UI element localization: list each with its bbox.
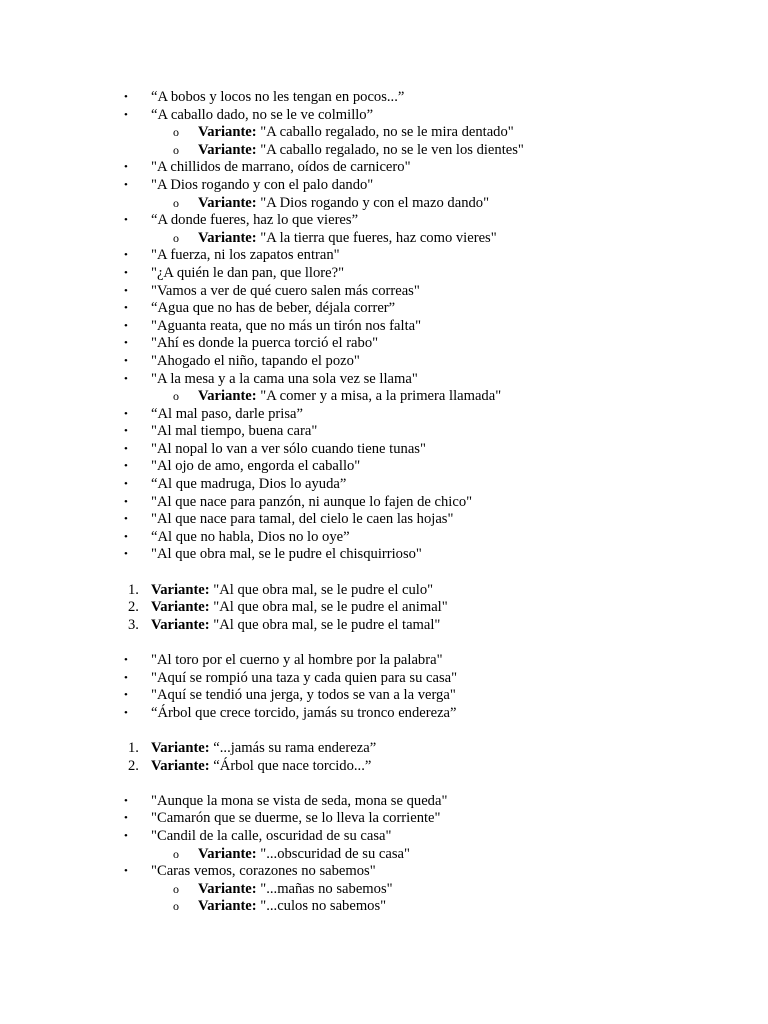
proverb-item — [0, 458, 768, 476]
proverb-item — [0, 441, 768, 459]
variant-value: "A caballo regalado, no se le mira dentado" — [260, 124, 514, 141]
bullet-icon: • — [124, 407, 128, 420]
proverb-line — [0, 863, 768, 881]
variant-value: "Al que obra mal, se le pudre el animal" — [213, 599, 448, 616]
spacer — [0, 722, 768, 740]
proverb-text: “A caballo dado, no se le ve colmillo” — [151, 106, 374, 123]
proverb-line — [0, 687, 768, 705]
variant-text — [151, 599, 448, 617]
proverb-line — [0, 828, 768, 846]
proverb-item — [0, 177, 768, 212]
list-number: 2. — [128, 599, 139, 616]
circle-bullet-icon: o — [173, 881, 179, 896]
proverb-line — [0, 159, 768, 177]
numbered-variant — [0, 582, 768, 600]
bullet-list — [0, 652, 768, 722]
numbered-variant — [0, 617, 768, 635]
bullet-list — [0, 89, 768, 564]
variant-value: "A Dios rogando y con el mazo dando" — [260, 194, 490, 211]
proverb-text: "Aunque la mona se vista de seda, mona se queda" — [151, 792, 448, 809]
bullet-icon: • — [124, 654, 128, 666]
variant-text — [198, 230, 497, 248]
variant-line — [0, 881, 768, 899]
proverb-line — [0, 335, 768, 353]
proverb-line — [0, 406, 768, 424]
proverb-text: "A la mesa y a la cama una sola vez se llama" — [151, 370, 418, 387]
proverb-item — [0, 652, 768, 670]
variant-value: "A comer y a misa, a la primera llamada" — [260, 388, 502, 405]
variant-line — [0, 388, 768, 406]
spacer — [0, 775, 768, 793]
variant-text — [151, 740, 376, 758]
proverb-line — [0, 300, 768, 318]
proverb-line — [0, 529, 768, 547]
proverb-line — [0, 89, 768, 107]
proverb-text: "Aquí se tendió una jerga, y todos se van a la verga" — [151, 687, 456, 704]
proverb-line — [0, 107, 768, 125]
variant-line — [0, 195, 768, 213]
proverb-line — [0, 177, 768, 195]
proverb-item — [0, 863, 768, 916]
variant-text — [198, 846, 410, 864]
variant-text — [198, 881, 393, 899]
proverb-text: "A chillidos de marrano, oídos de carnicero" — [151, 159, 411, 176]
circle-bullet-icon: o — [173, 125, 179, 140]
list-number: 3. — [128, 616, 139, 633]
proverb-line — [0, 265, 768, 283]
proverb-item — [0, 406, 768, 424]
proverb-item — [0, 810, 768, 828]
bullet-icon: • — [124, 706, 128, 719]
variant-value: "...obscuridad de su casa" — [260, 845, 410, 862]
proverb-line — [0, 371, 768, 389]
bullet-icon: • — [124, 337, 128, 350]
proverb-item — [0, 371, 768, 406]
proverb-text: "Candil de la calle, oscuridad de su casa" — [151, 827, 392, 844]
variant-line — [0, 230, 768, 248]
bullet-icon: • — [124, 671, 128, 684]
proverb-line — [0, 247, 768, 265]
variant-text — [198, 388, 501, 406]
proverb-text: "Al que nace para panzón, ni aunque lo fajen de chico" — [151, 493, 473, 510]
proverb-text: "Aquí se rompió una taza y cada quien para su casa" — [151, 669, 458, 686]
proverb-text: “Al que madruga, Dios lo ayuda” — [151, 476, 347, 493]
proverb-text: "A fuerza, ni los zapatos entran" — [151, 247, 340, 264]
bullet-icon: • — [124, 214, 128, 227]
variant-label: Variante: — [151, 599, 210, 616]
proverb-line — [0, 353, 768, 371]
proverb-item — [0, 89, 768, 107]
variant-text — [151, 617, 440, 635]
proverb-text: “Al mal paso, darle prisa” — [151, 405, 303, 422]
proverb-text: "Camarón que se duerme, se lo lleva la corriente" — [151, 810, 441, 827]
circle-bullet-icon: o — [173, 142, 179, 157]
proverb-line — [0, 458, 768, 476]
variant-label: Variante: — [198, 229, 257, 246]
variant-value: "A la tierra que fueres, haz como vieres" — [260, 229, 497, 246]
bullet-icon: • — [124, 865, 128, 878]
proverb-line — [0, 476, 768, 494]
circle-bullet-icon: o — [173, 230, 179, 245]
variant-label: Variante: — [151, 581, 210, 598]
proverb-text: "Al que nace para tamal, del cielo le caen las hojas" — [151, 511, 454, 528]
circle-bullet-icon: o — [173, 846, 179, 861]
bullet-icon: • — [124, 548, 128, 561]
proverb-item — [0, 705, 768, 723]
proverb-item — [0, 476, 768, 494]
proverb-text: "Caras vemos, corazones no sabemos" — [151, 863, 376, 880]
proverb-line — [0, 652, 768, 670]
variant-value: "...mañas no sabemos" — [260, 880, 393, 897]
proverb-item — [0, 828, 768, 863]
numbered-list — [0, 740, 768, 775]
variant-label: Variante: — [198, 845, 257, 862]
bullet-icon: • — [124, 91, 128, 103]
numbered-variant — [0, 599, 768, 617]
proverb-item — [0, 212, 768, 247]
variant-text — [198, 195, 489, 213]
proverb-line — [0, 494, 768, 512]
proverb-item — [0, 423, 768, 441]
variant-value: “Árbol que nace torcido...” — [213, 757, 372, 774]
variant-line — [0, 124, 768, 142]
proverb-line — [0, 670, 768, 688]
variant-label: Variante: — [198, 880, 257, 897]
proverb-text: "Al ojo de amo, engorda el caballo" — [151, 458, 361, 475]
bullet-icon: • — [124, 302, 128, 315]
variant-text — [198, 142, 524, 160]
variant-label: Variante: — [151, 757, 210, 774]
proverb-text: "Al toro por el cuerno y al hombre por la palabra" — [151, 652, 443, 668]
bullet-icon: • — [124, 513, 128, 526]
spacer — [0, 634, 768, 652]
proverb-line — [0, 423, 768, 441]
proverb-item — [0, 670, 768, 688]
proverb-item — [0, 247, 768, 265]
proverb-line — [0, 793, 768, 811]
bullet-icon: • — [124, 266, 128, 279]
proverb-line — [0, 511, 768, 529]
proverb-line — [0, 546, 768, 564]
variant-value: "Al que obra mal, se le pudre el tamal" — [213, 616, 441, 633]
variant-text — [198, 124, 514, 142]
variant-text — [151, 582, 433, 600]
proverb-line — [0, 283, 768, 301]
bullet-icon: • — [124, 829, 128, 842]
numbered-variant — [0, 740, 768, 758]
numbered-list — [0, 582, 768, 635]
variant-value: "A caballo regalado, no se le ven los dientes" — [260, 141, 524, 158]
bullet-icon: • — [124, 319, 128, 332]
bullet-icon: • — [124, 425, 128, 438]
proverb-item — [0, 494, 768, 512]
proverb-text: "Ahí es donde la puerca torció el rabo" — [151, 335, 379, 352]
bullet-icon: • — [124, 178, 128, 191]
proverb-line — [0, 212, 768, 230]
circle-bullet-icon: o — [173, 389, 179, 404]
bullet-icon: • — [124, 794, 128, 807]
bullet-list — [0, 793, 768, 916]
list-number: 1. — [128, 739, 139, 756]
numbered-variant — [0, 758, 768, 776]
bullet-icon: • — [124, 354, 128, 367]
proverb-text: “A donde fueres, haz lo que vieres” — [151, 212, 359, 229]
proverb-text: "Al mal tiempo, buena cara" — [151, 423, 318, 440]
variant-label: Variante: — [198, 388, 257, 405]
bullet-icon: • — [124, 161, 128, 174]
bullet-icon: • — [124, 689, 128, 702]
proverb-item — [0, 300, 768, 318]
bullet-icon: • — [124, 249, 128, 262]
bullet-icon: • — [124, 460, 128, 473]
proverb-text: "Al que obra mal, se le pudre el chisquirrioso" — [151, 546, 422, 563]
proverb-text: "Ahogado el niño, tapando el pozo" — [151, 352, 360, 369]
list-number: 2. — [128, 757, 139, 774]
proverb-text: "Aguanta reata, que no más un tirón nos falta" — [151, 317, 422, 334]
variant-label: Variante: — [151, 739, 210, 756]
variant-label: Variante: — [198, 141, 257, 158]
bullet-icon: • — [124, 108, 128, 121]
list-number: 1. — [128, 581, 139, 598]
proverb-text: "Al nopal lo van a ver sólo cuando tiene tunas" — [151, 440, 426, 457]
proverb-item — [0, 318, 768, 336]
variant-value: "Al que obra mal, se le pudre el culo" — [213, 581, 434, 598]
proverb-text: “Al que no habla, Dios no lo oye” — [151, 528, 350, 545]
bullet-icon: • — [124, 812, 128, 825]
variant-line — [0, 142, 768, 160]
circle-bullet-icon: o — [173, 195, 179, 210]
proverb-text: "Vamos a ver de qué cuero salen más correas" — [151, 282, 420, 299]
proverb-text: "¿A quién le dan pan, que llore?" — [151, 264, 345, 281]
bullet-icon: • — [124, 495, 128, 508]
proverb-line — [0, 705, 768, 723]
variant-label: Variante: — [198, 124, 257, 141]
bullet-icon: • — [124, 442, 128, 455]
bullet-icon: • — [124, 530, 128, 543]
proverb-item — [0, 353, 768, 371]
variant-value: "...culos no sabemos" — [260, 898, 387, 915]
proverb-text: “Árbol que crece torcido, jamás su tronco endereza” — [151, 704, 457, 721]
proverb-item — [0, 687, 768, 705]
proverb-item — [0, 107, 768, 160]
bullet-icon: • — [124, 372, 128, 385]
proverb-text: “Agua que no has de beber, déjala correr” — [151, 300, 396, 317]
proverb-item — [0, 283, 768, 301]
proverb-line — [0, 318, 768, 336]
variant-value: “...jamás su rama endereza” — [213, 739, 377, 756]
bullet-icon: • — [124, 284, 128, 297]
circle-bullet-icon: o — [173, 899, 179, 914]
variant-label: Variante: — [198, 898, 257, 915]
proverb-item — [0, 793, 768, 811]
proverb-item — [0, 159, 768, 177]
bullet-icon: • — [124, 478, 128, 491]
proverb-item — [0, 511, 768, 529]
variant-label: Variante: — [198, 194, 257, 211]
proverb-text: "A Dios rogando y con el palo dando" — [151, 176, 374, 193]
variant-text — [151, 758, 371, 776]
variant-label: Variante: — [151, 616, 210, 633]
proverb-line — [0, 441, 768, 459]
variant-text — [198, 898, 386, 916]
proverb-item — [0, 529, 768, 547]
proverb-text: “A bobos y locos no les tengan en pocos...” — [151, 89, 405, 105]
proverb-content — [0, 89, 768, 916]
variant-line — [0, 846, 768, 864]
proverb-line — [0, 810, 768, 828]
proverb-item — [0, 265, 768, 283]
spacer — [0, 564, 768, 582]
variant-line — [0, 898, 768, 916]
proverb-item — [0, 546, 768, 564]
proverb-item — [0, 335, 768, 353]
